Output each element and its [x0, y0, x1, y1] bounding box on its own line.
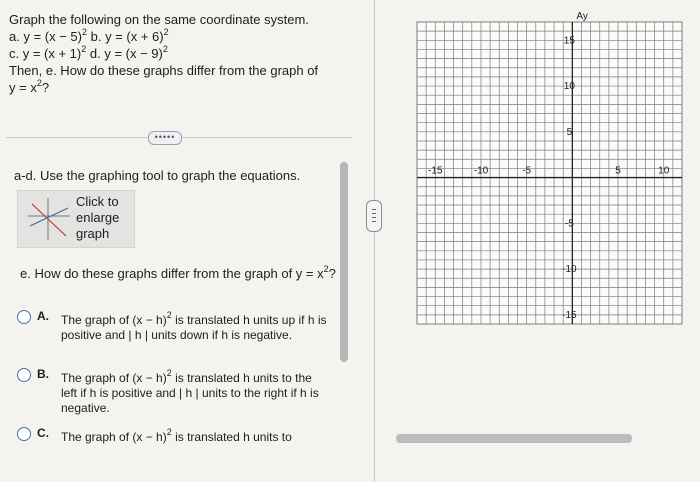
- radio-a[interactable]: [17, 310, 31, 324]
- enlarge-label: Click to enlarge graph: [76, 194, 120, 241]
- x-tick-label: 5: [615, 165, 621, 177]
- equations-ab: a. $y = (x - 5)^2$ b. $y = (x + 6)^2$: [9, 27, 169, 44]
- y-tick-label: 15: [563, 35, 575, 47]
- question-yx: $y = x^2$?: [9, 78, 50, 95]
- question-text: [9, 11, 349, 96]
- equations-cd: c. $y = (x + 1)^2$ d. $y = (x - 9)^2$: [9, 44, 168, 61]
- y-axis-label: Ay: [576, 11, 588, 22]
- panel-separator: [374, 0, 375, 482]
- y-tick-label: -5: [564, 218, 574, 230]
- radio-b[interactable]: [17, 368, 31, 382]
- option-letter: B.: [37, 367, 49, 381]
- graph-plane[interactable]: [417, 11, 682, 324]
- option-text: The graph of $(x - h)^2$ is translated h units to the left if h is positive and | h | units to the right if h is negative.: [61, 368, 319, 415]
- option-text: The graph of $(x - h)^2$ is translated h units to: [61, 427, 292, 444]
- y-tick-label: -15: [562, 309, 577, 321]
- x-tick-label: -10: [473, 165, 489, 177]
- grid-background: [417, 22, 682, 324]
- horizontal-scrollbar[interactable]: [396, 434, 632, 443]
- question-then: Then, e. How do these graphs differ from the graph of: [9, 63, 319, 78]
- question-intro: Graph the following on the same coordinate system.: [9, 12, 309, 27]
- x-tick-label: -15: [428, 165, 443, 177]
- more-button[interactable]: •••••: [148, 131, 182, 145]
- x-tick-label: 10: [658, 165, 670, 177]
- y-tick-label: 5: [566, 126, 573, 138]
- option-letter: A.: [37, 309, 49, 323]
- y-tick-label: -10: [562, 264, 577, 276]
- radio-c[interactable]: [17, 427, 31, 441]
- option-letter: C.: [37, 426, 49, 440]
- part-e-question: e. How do these graphs differ from the graph of $y = x^2$?: [20, 264, 336, 281]
- coordinate-grid[interactable]: [417, 11, 682, 324]
- panel-resize-handle[interactable]: [366, 200, 382, 232]
- option-text: The graph of $(x - h)^2$ is translated h units up if h is positive and | h | units down if h is negative.: [61, 310, 327, 342]
- x-tick-label: -5: [522, 165, 532, 177]
- enlarge-graph-button[interactable]: [17, 190, 135, 248]
- left-scrollbar[interactable]: [340, 162, 348, 362]
- instruction-text: a-d. Use the graphing tool to graph the equations.: [14, 168, 301, 183]
- graph-thumbnail-icon: [24, 196, 72, 242]
- y-tick-label: 10: [563, 81, 575, 93]
